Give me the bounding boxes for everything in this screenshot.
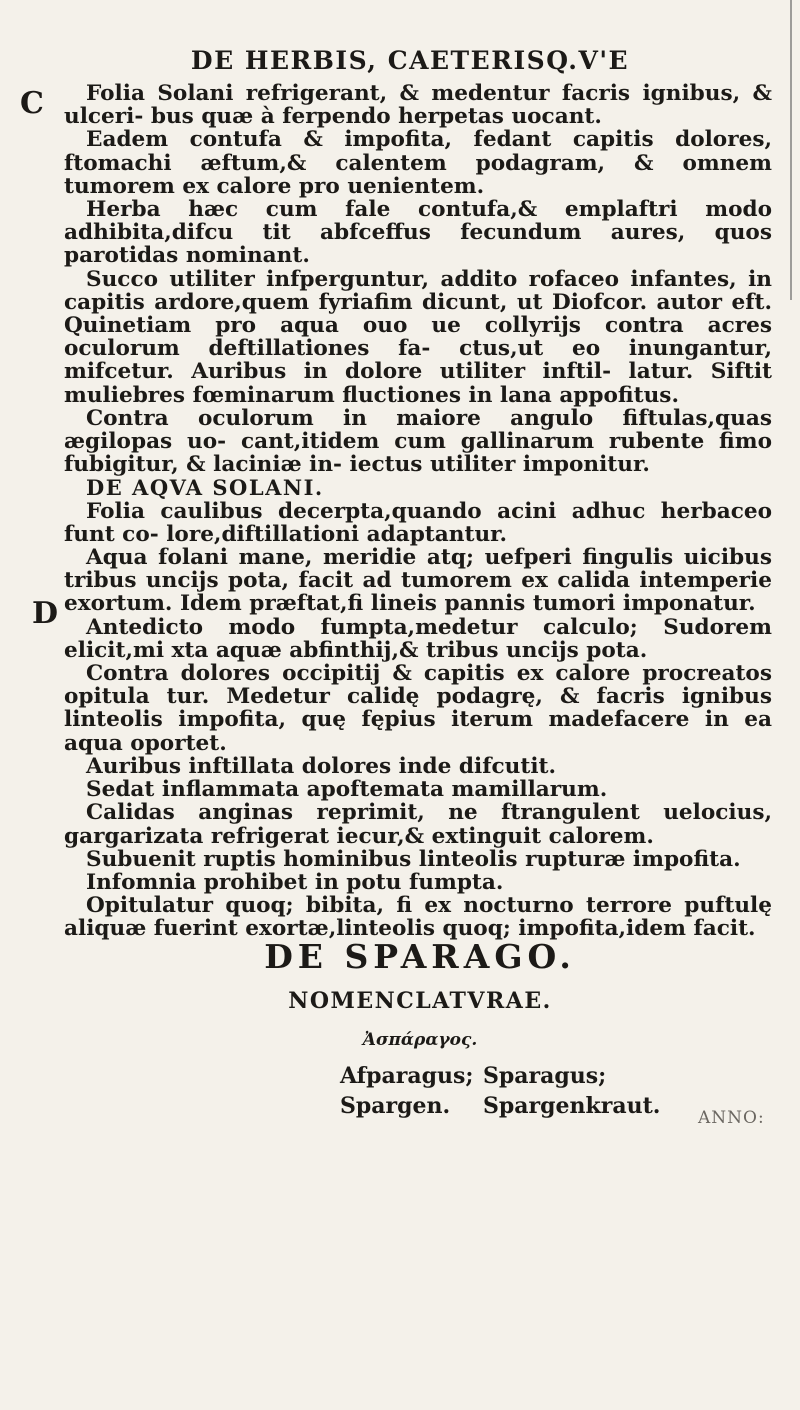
paragraph: Folia caulibus decerpta,quando acini adhuc herbaceo funt co- lore,diftillationi adaptantur. <box>64 498 772 547</box>
catchword: ANNO: <box>698 1108 765 1128</box>
running-head: DE HERBIS, CAETERISQ.V'E <box>190 46 630 75</box>
german-name-left: Spargen. <box>340 1093 451 1119</box>
page-edge-line <box>790 0 792 300</box>
paragraph: Eadem contufa & impofita, fedant capitis dolores, ftomachi æftum,& calentem podagram, & omnem tumorem ex calore pro uenientem. <box>64 127 772 199</box>
subheading: DE AQVA SOLANI. <box>86 475 324 501</box>
paragraph: Antedicto modo fumpta,medetur calculo; Sudorem elicit,mi xta aquæ abfinthij,& tribus uncijs pota. <box>64 614 772 663</box>
margin-letter-c: C <box>20 86 44 121</box>
section-title: DE SPARAGO. <box>264 937 576 976</box>
paragraph: Succo utiliter infperguntur, addito rofaceo infantes, in capitis ardore,quem fyriafim dicunt, ut Diofcor. autor eft. Quinetiam pro aqua ouo ue collyrijs contra acres oculorum deftillationes fa- ctus,ut eo inungantur, mifcetur. Auribus in dolore utiliter inftil- latur. Siftit muliebres fœminarum fluctiones in lana appofitus. <box>64 266 772 408</box>
paragraph: Subuenit ruptis hominibus linteolis rupturæ impofita. <box>86 846 741 872</box>
nomenclature-heading: NOMENCLATVRAE. <box>288 988 552 1014</box>
german-name-right: Spargenkraut. <box>483 1093 661 1119</box>
paragraph: Infomnia prohibet in potu fumpta. <box>86 869 504 895</box>
greek-name: Ἀσπάραγος. <box>362 1030 478 1050</box>
body-text <box>64 82 772 941</box>
latin-name-left: Afparagus; <box>340 1063 474 1089</box>
paragraph: Contra dolores occipitij & capitis ex calore procreatos opitula tur. Medetur calidę podagrę, & facris ignibus linteolis impofita, quę fępius iterum madefacere in ea aqua oportet. <box>64 661 772 756</box>
paragraph: Folia Solani refrigerant, & medentur facris ignibus, & ulceri- bus quæ à ferpendo herpetas uocant. <box>64 81 772 130</box>
paragraph: Herba hæc cum fale contufa,& emplaftri modo adhibita,difcu tit abfceffus fecundum aures, quos parotidas nominant. <box>64 197 772 269</box>
paragraph: Calidas anginas reprimit, ne ftrangulent uelocius, gargarizata refrigerat iecur,& extinguit calorem. <box>64 800 772 849</box>
paragraph: Contra oculorum in maiore angulo fiftulas,quas ægilopas uo- cant,itidem cum gallinarum rubente fimo fubigitur, & laciniæ in- iectus utiliter imponitur. <box>64 405 772 478</box>
paragraph: Aqua folani mane, meridie atq; uefperi fingulis uicibus tribus uncijs pota, facit ad tumorem ex calida intemperie exortum. Idem præftat,fi lineis pannis tumori imponatur. <box>64 545 772 617</box>
latin-name-right: Sparagus; <box>483 1063 607 1089</box>
paragraph: Opitulatur quoq; bibita, fi ex nocturno terrore puftulę aliquæ fuerint exortæ,linteolis quoq; impofita,idem facit. <box>64 893 772 942</box>
margin-letter-d: D <box>32 596 59 631</box>
paragraph: Auribus inftillata dolores inde difcutit. <box>86 753 557 779</box>
paragraph: Sedat inflammata apoftemata mamillarum. <box>86 777 608 803</box>
